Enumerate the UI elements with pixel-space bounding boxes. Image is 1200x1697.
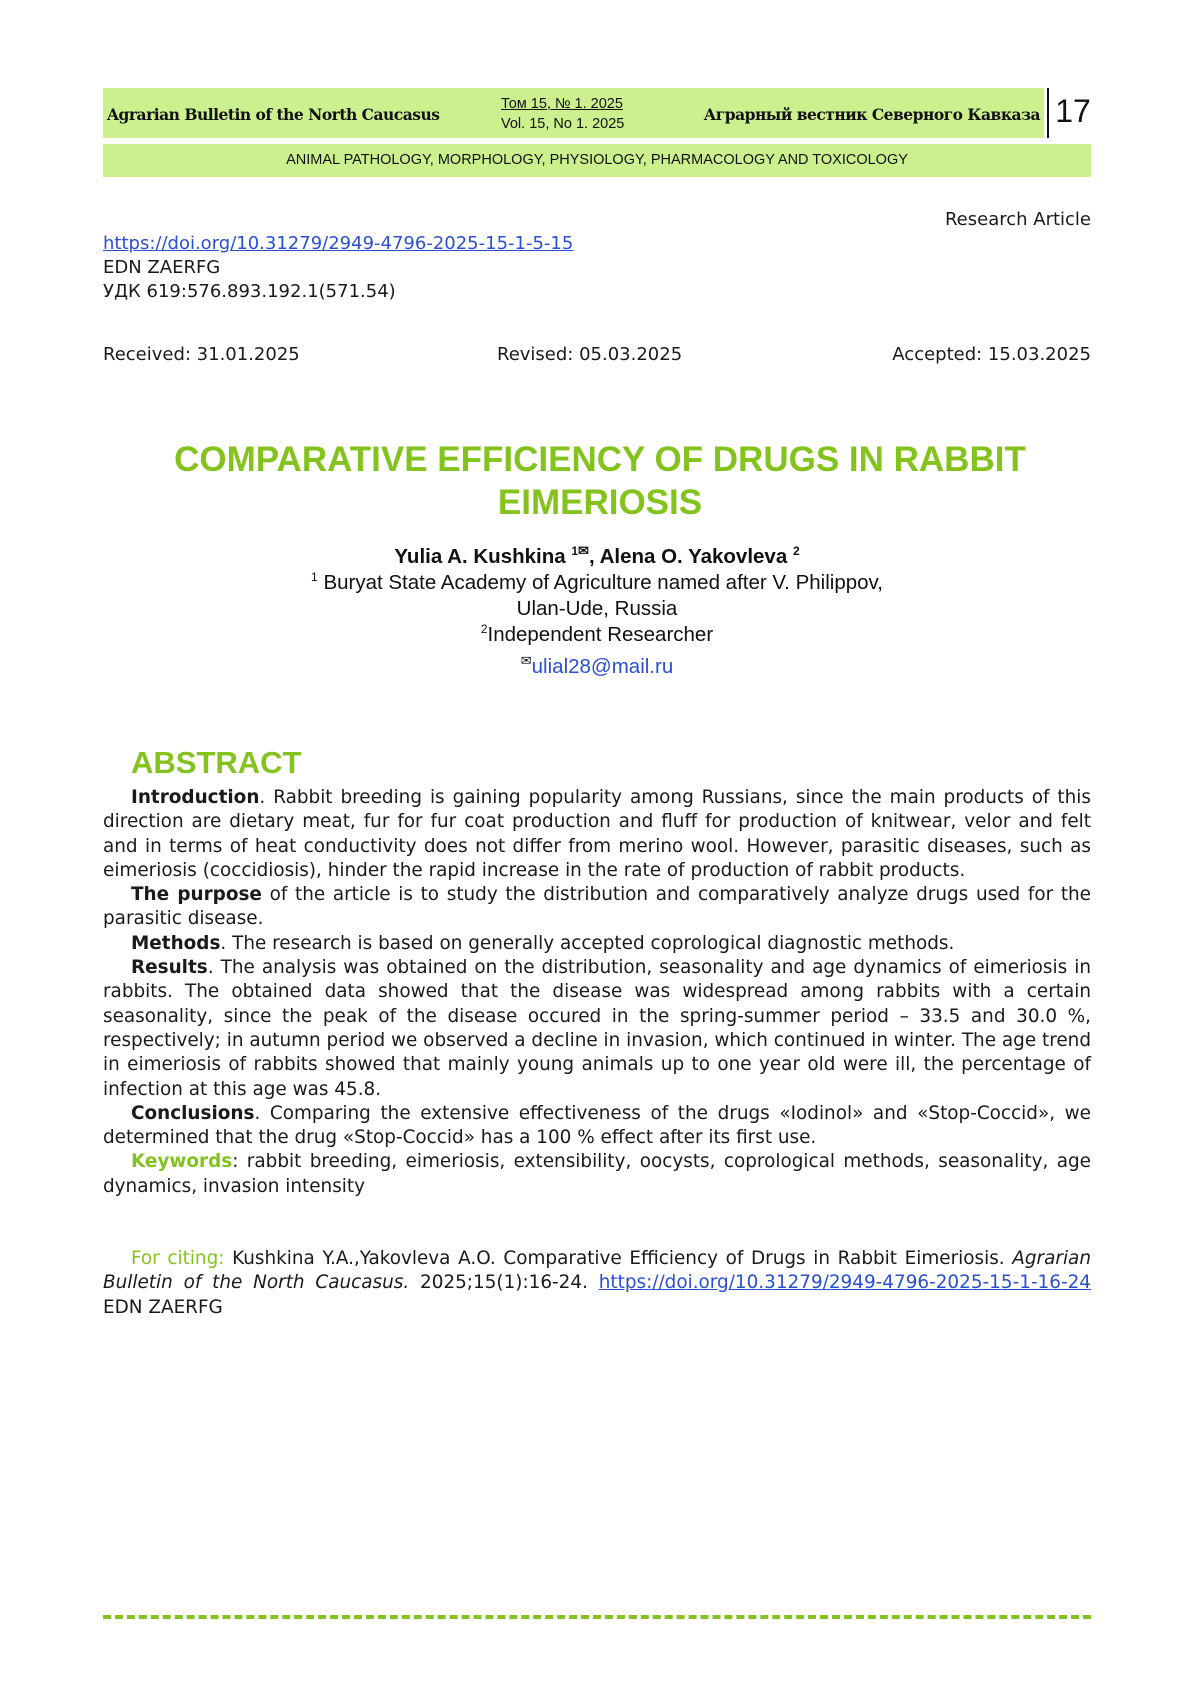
revised-date: Revised: 05.03.2025 — [497, 344, 683, 365]
title-line-2: EIMERIOSIS — [497, 483, 703, 522]
title-line-1: COMPARATIVE EFFICIENCY OF DRUGS IN RABBIT — [174, 440, 1026, 479]
abstract-methods — [103, 932, 1091, 956]
accepted-date: Accepted: 15.03.2025 — [892, 344, 1091, 365]
citing-doi-link[interactable]: https://doi.org/10.31279/2949-4796-2025-15-1-16-24 — [598, 1272, 1091, 1294]
citation — [103, 1247, 1091, 1320]
citing-edn: EDN ZAERFG — [103, 1296, 223, 1318]
abstract-purpose — [103, 883, 1091, 932]
volume-en: Vol. 15, No 1. 2025 — [501, 116, 625, 132]
intro-label: Introduction — [131, 787, 260, 808]
affiliation-1 — [103, 570, 1091, 596]
methods-label: Methods — [131, 932, 221, 954]
aff-2-sup: 2 — [480, 622, 488, 636]
author-names: Yulia A. Kushkina $^{1✉}$, Alena O. Yakovleva $^2$ — [394, 543, 800, 568]
rubric-band: ANIMAL PATHOLOGY, MORPHOLOGY, PHYSIOLOGY, PHARMACOLOGY AND TOXICOLOGY — [103, 144, 1091, 177]
citing-text: Kushkina Y.A.,Yakovleva A.O. Comparative Efficiency of Drugs in Rabbit Eimeriosis. — [224, 1248, 1013, 1269]
journal-title-en: Agrarian Bulletin of the North Caucasus — [107, 105, 440, 124]
author-1: Yulia A. Kushkina — [394, 545, 566, 568]
edn: EDN ZAERFG — [103, 257, 221, 278]
volume-info — [501, 94, 624, 134]
conclusions-text: . Comparing the extensive effectiveness of the drugs «Iodinol» and «Stop-Coccid», we determined that the drug «Stop-Coccid» has a 100 % effect after its first use. — [103, 1102, 1091, 1149]
purpose-text: of the article is to study the distribution and comparatively analyze drugs used for the parasitic disease. — [103, 884, 1091, 930]
abstract-conclusions — [103, 1102, 1091, 1151]
results-label: Results — [131, 957, 208, 979]
envelope-icon: ✉ — [520, 653, 532, 668]
citing-label: For citing: — [131, 1248, 225, 1269]
envelope-icon: ✉ — [578, 543, 589, 558]
journal-title-ru: Аграрный вестник Северного Кавказа — [703, 105, 1040, 124]
author-2-sup: 2 — [792, 544, 800, 558]
aff-2-text: Independent Researcher — [487, 623, 714, 646]
citing-volume: 2025;15(1):16-24. — [409, 1272, 599, 1294]
article-type: Research Article — [944, 209, 1091, 230]
keywords-label: Keywords — [131, 1151, 233, 1173]
received-date: Received: 31.01.2025 — [103, 344, 300, 365]
keywords-text: : rabbit breeding, eimeriosis, extensibility, oocysts, coprological methods, seasonality, age dynamics, invasion intensity — [103, 1151, 1091, 1197]
journal-header-band — [103, 88, 1044, 138]
aff-1-sup: 1 — [311, 570, 318, 584]
intro-text: . Rabbit breeding is gaining popularity among Russians, since the main products of this direction are dietary meat, fur for fur coat production and fluff for production of knitwear, velor and felt and in terms of heat conductivity does not differ from merino wool. However, parasitic diseases, such as eimeriosis (coccidiosis), hinder the rapid increase in the rate of production of rabbit products. — [103, 787, 1091, 881]
volume-ru: Том 15, № 1. 2025 — [501, 96, 623, 112]
email-line — [103, 648, 1091, 680]
affiliation-2 — [103, 622, 1091, 648]
abstract-heading: ABSTRACT — [131, 745, 302, 780]
authors-block — [103, 538, 1091, 680]
doi-link[interactable]: https://doi.org/10.31279/2949-4796-2025-15-1-5-15 — [103, 233, 574, 254]
citing-journal: Agrarian Bulletin of the North Caucasus. — [103, 1248, 1091, 1294]
citation-block — [103, 1247, 1091, 1320]
abstract-body — [103, 786, 1091, 1199]
purpose-label: The purpose — [131, 884, 262, 906]
abstract-keywords — [103, 1150, 1091, 1199]
abstract-results — [103, 956, 1091, 1102]
udk: УДК 619:576.893.192.1(571.54) — [103, 281, 396, 302]
email-link[interactable]: ulial28@mail.ru — [531, 655, 674, 678]
article-title — [140, 438, 1060, 524]
page-number: 17 — [1055, 93, 1091, 129]
footer-dashed-rule — [103, 1615, 1091, 1619]
methods-text: . The research is based on generally accepted coprological diagnostic methods. — [220, 932, 955, 954]
author-1-sup: 1 — [571, 544, 579, 558]
aff-1-line-1: Buryat State Academy of Agriculture named after V. Philippov, — [323, 571, 883, 594]
affiliation-1-city: Ulan-Ude, Russia — [516, 597, 678, 620]
results-text: . The analysis was obtained on the distribution, seasonality and age dynamics of eimeriosis in rabbits. The obtained data showed that the disease was widespread among rabbits with a certain seasonality, since the peak of the disease occured in the spring-summer period – 33.5 and 30.0 %, respectively; in autumn period we observed a decline in invasion, which continued in winter. The age trend in eimeriosis of rabbits showed that mainly young animals up to one year old were ill, the percentage of infection at this age was 45.8. — [103, 957, 1091, 1100]
conclusions-label: Conclusions — [131, 1102, 255, 1124]
abstract-introduction — [103, 786, 1091, 883]
author-2: Alena O. Yakovleva — [599, 545, 788, 568]
header-divider — [1047, 88, 1049, 138]
